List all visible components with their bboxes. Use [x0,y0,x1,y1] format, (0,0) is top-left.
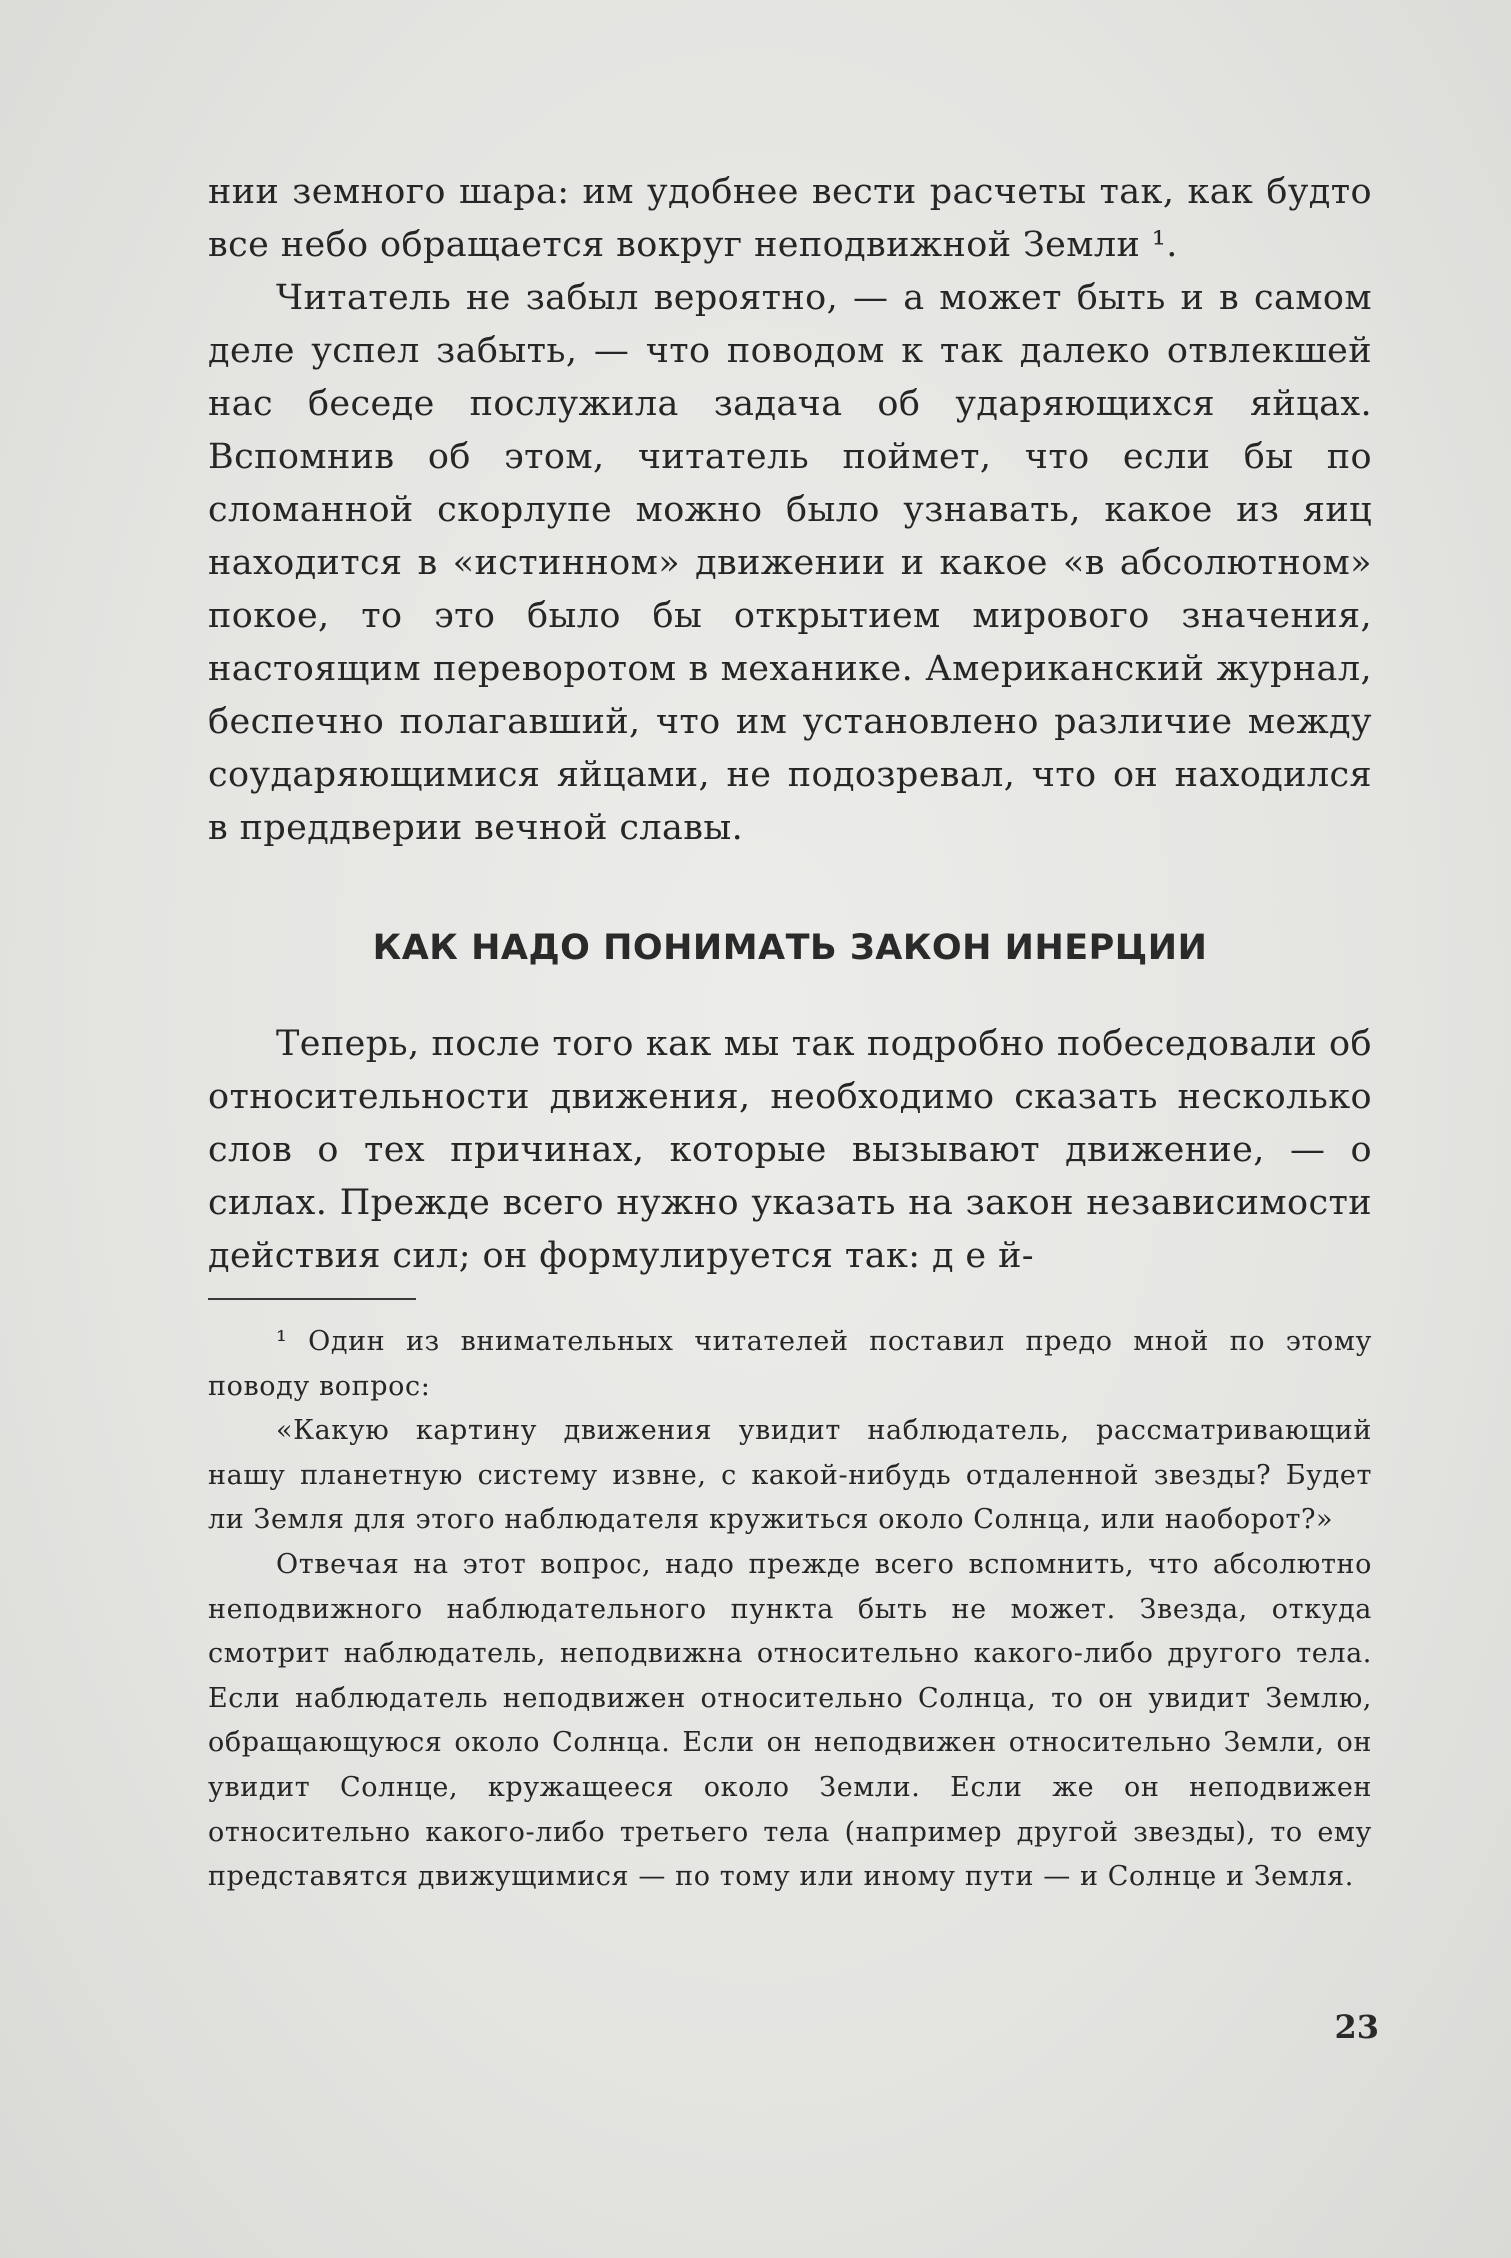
body-text-top [208,166,1372,855]
footnote-intro: ¹ Один из внимательных читателей поставил предо мной по этому поводу вопрос: [208,1326,1372,1402]
footnote-answer: Отвечая на этот вопрос, надо прежде всего вспомнить, что абсолютно неподвижного наблюдательного пункта быть не может. Звезда, откуда смотрит наблюдатель, неподвижна относительно какого-либо другого тела. Если наблюдатель неподвижен относительно Солнца, то он увидит Землю, обращающуюся около Солнца. Если он неподвижен относительно Земли, он увидит Солнце, кружащееся около Земли. Если же он неподвижен относительно какого-либо третьего тела (например другой звезды), то ему представятся движущимися — по тому или иному пути — и Солнце и Земля. [208,1548,1372,1893]
footnote [208,1320,1372,1900]
paragraph-continuation: нии земного шара: им удобнее вести расчеты так, как будто все небо обращается вокруг неподвижной Земли ¹. [208,172,1372,265]
page-number: 23 [1334,2008,1379,2046]
footnote-divider [208,1298,416,1300]
body-text-bottom [208,1018,1372,1283]
section-heading: КАК НАДО ПОНИМАТЬ ЗАКОН ИНЕРЦИИ [372,928,1208,968]
paragraph-reader: Читатель не забыл вероятно, — а может быть и в самом деле успел забыть, — что поводом к так далеко отвлекшей нас беседе послужила задача об ударяющихся яйцах. Вспомнив об этом, читатель поймет, что если бы по сломанной скорлупе можно было узнавать, какое из яиц находится в «истинном» движении и какое «в абсолютном» покое, то это было бы открытием мирового значения, настоящим переворотом в механике. Американский журнал, беспечно полагавший, что им установлено различие между соударяющимися яйцами, не подозревал, что он находился в преддверии вечной славы. [208,278,1372,848]
footnote-question: «Какую картину движения увидит наблюдатель, рассматривающий нашу планетную систему извне, с какой-нибудь отдаленной звезды? Будет ли Земля для этого наблюдателя кружиться около Солнца, или наоборот?» [208,1415,1372,1536]
paragraph-inertia: Теперь, после того как мы так подробно побеседовали об относительности движения, необходимо сказать несколько слов о тех причинах, которые вызывают движение, — о силах. Прежде всего нужно указать на закон независимости действия сил; он формулируется так: д е й- [208,1024,1372,1276]
